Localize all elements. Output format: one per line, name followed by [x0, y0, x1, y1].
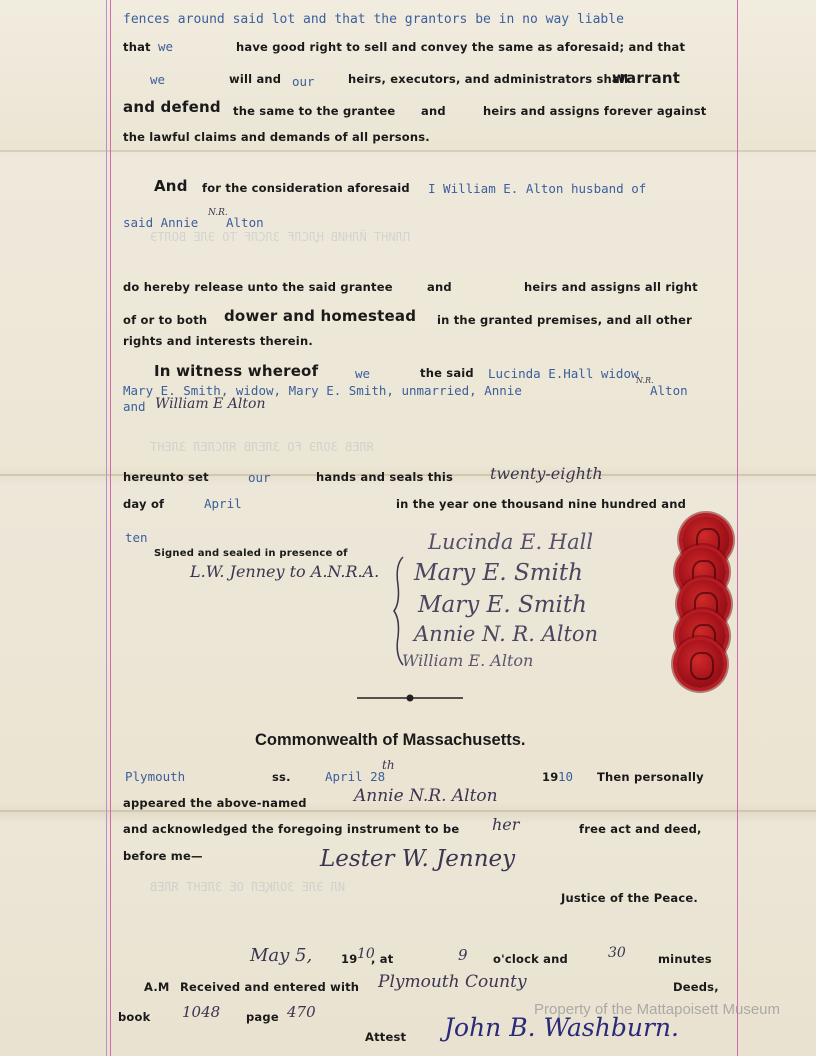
typed-alton: Alton	[226, 215, 264, 230]
text-year-19: 19	[341, 952, 358, 966]
typed-and: and	[123, 399, 146, 414]
text-year-19: 19	[542, 770, 559, 784]
text-minutes: minutes	[658, 952, 712, 966]
text-received: Received and entered with	[180, 980, 360, 994]
typed-year-10: 10	[558, 769, 574, 784]
text-book: book	[118, 1010, 151, 1024]
text-release: do hereby release unto the said grantee	[123, 280, 393, 294]
typed-our: our	[248, 470, 271, 485]
register-signature: John B. Washburn.	[444, 1013, 679, 1042]
handwritten-nr: N.R.	[636, 376, 654, 385]
handwritten-page-no: 470	[287, 1003, 316, 1021]
left-margin-line	[106, 0, 107, 1056]
text-in-witness: In witness whereof	[154, 362, 319, 380]
text-same-to-grantee: the same to the grantee	[233, 104, 396, 118]
text-at: , at	[371, 952, 394, 966]
text-hereunto: hereunto set	[123, 470, 209, 484]
text-heirs-assigns-right: heirs and assigns all right	[524, 280, 698, 294]
text-signed-sealed: Signed and sealed in presence of	[154, 548, 348, 559]
text-granted-premises: in the granted premises, and all other	[437, 313, 692, 327]
bleed-through-text: ПЛИНТ ЙЛНИВ ҢЛСЛҒ ЗЛСЛҒ ТО ЭЛЕ ВОЛТЭ	[150, 230, 411, 244]
bleed-through-text: ИЛ ЭЛЕ ЗОЛҚЕЛ ОЕ ЗЛЕНТ ЯЛЕВ	[150, 880, 346, 894]
handwritten-william: William E Alton	[155, 396, 266, 412]
text-deeds: Deeds,	[673, 980, 719, 994]
text-justice: Justice of the Peace.	[561, 891, 698, 905]
text-acknowledged: and acknowledged the foregoing instrument to be	[123, 822, 460, 836]
text-dower-homestead: dower and homestead	[224, 307, 417, 325]
text-oclock: o'clock and	[493, 952, 568, 966]
text-attest: Attest	[365, 1030, 407, 1044]
text-am: A.M	[144, 980, 170, 994]
handwritten-minutes: 30	[608, 945, 626, 961]
text-of-or-to-both: of or to both	[123, 313, 208, 327]
typed-we: we	[355, 366, 371, 381]
handwritten-her: her	[492, 815, 520, 834]
signature-mary-2: Mary E. Smith	[418, 592, 587, 618]
fold-line	[0, 150, 816, 152]
typed-plymouth: Plymouth	[125, 769, 186, 784]
text-heirs-assigns-forever: heirs and assigns forever against	[483, 104, 707, 118]
text-and-big: And	[154, 177, 188, 195]
fold-line	[0, 810, 816, 812]
handwritten-year-10: 10	[357, 946, 375, 962]
bleed-through-text: ЯЛЕВ ЗОЛЭ ҒО ЗЛЕЛВ ЯЛСЛЕЛ ЗЛЕНТ	[150, 440, 374, 454]
text-in-the-year: in the year one thousand nine hundred and	[396, 497, 687, 511]
text-heirs-warrant: heirs, executors, and administrators shall	[348, 72, 629, 86]
typed-we: we	[158, 39, 174, 54]
text-hands-seals: hands and seals this	[316, 470, 454, 484]
commonwealth-heading: Commonwealth of Massachusetts.	[255, 731, 526, 749]
text-good-right: have good right to sell and convey the same as aforesaid; and that	[236, 40, 686, 54]
text-day-of: day of	[123, 497, 165, 511]
typed-alton: Alton	[650, 383, 688, 398]
text-before-me: before me—	[123, 849, 203, 863]
text-warrant: warrant	[612, 69, 681, 87]
right-margin-line	[737, 0, 738, 1056]
text-for-consideration: for the consideration aforesaid	[202, 181, 410, 195]
typed-our: our	[292, 74, 315, 89]
ornamental-divider	[355, 693, 465, 703]
handwritten-twenty-eighth: twenty-eighth	[490, 464, 603, 483]
handwritten-plymouth-county: Plymouth County	[378, 972, 527, 992]
text-lawful-claims: the lawful claims and demands of all persons.	[123, 130, 430, 144]
text-will-and: will and	[229, 72, 282, 86]
typed-husband: I William E. Alton husband of	[428, 181, 647, 196]
witness-signature: L.W. Jenney to A.N.R.A.	[190, 562, 380, 581]
typed-witness-2: Mary E. Smith, widow, Mary E. Smith, unmarried, Annie	[123, 383, 522, 398]
text-page: page	[246, 1010, 279, 1024]
typed-we: we	[150, 72, 166, 87]
museum-watermark: Property of the Mattapoisett Museum	[534, 1001, 780, 1018]
typed-witness-1: Lucinda E.Hall widow	[488, 366, 639, 381]
signature-lucinda: Lucinda E. Hall	[428, 530, 594, 554]
text-rights-interests: rights and interests therein.	[123, 334, 313, 348]
handwritten-book-no: 1048	[182, 1003, 221, 1021]
signature-mary-1: Mary E. Smith	[414, 560, 583, 586]
text-free-act: free act and deed,	[579, 822, 702, 836]
handwritten-may-5: May 5,	[250, 945, 313, 966]
text-and: and	[421, 104, 446, 118]
typed-april: April	[204, 496, 242, 511]
typed-said-annie: said Annie	[123, 215, 199, 230]
text-the-said: the said	[420, 366, 474, 380]
wax-seal	[676, 640, 724, 688]
handwritten-th: th	[382, 758, 395, 772]
signature-william: William E. Alton	[402, 651, 534, 670]
handwritten-annie: Annie N.R. Alton	[354, 786, 498, 806]
line-fences: fences around said lot and that the grantors be in no way liable	[123, 12, 624, 27]
text-ss: ss.	[272, 770, 291, 784]
justice-signature: Lester W. Jenney	[320, 846, 516, 872]
text-and: and	[427, 280, 452, 294]
text-then-personally: Then personally	[597, 770, 704, 784]
text-and-defend: and defend	[123, 98, 221, 116]
text-that: that	[123, 40, 151, 54]
typed-april-date: April 28	[325, 769, 386, 784]
handwritten-hour: 9	[458, 946, 468, 964]
text-appeared: appeared the above-named	[123, 796, 307, 810]
typed-ten: ten	[125, 530, 148, 545]
signature-annie: Annie N. R. Alton	[414, 622, 599, 646]
handwritten-nr: N.R.	[208, 208, 228, 218]
left-margin-line-inner	[110, 0, 111, 1056]
